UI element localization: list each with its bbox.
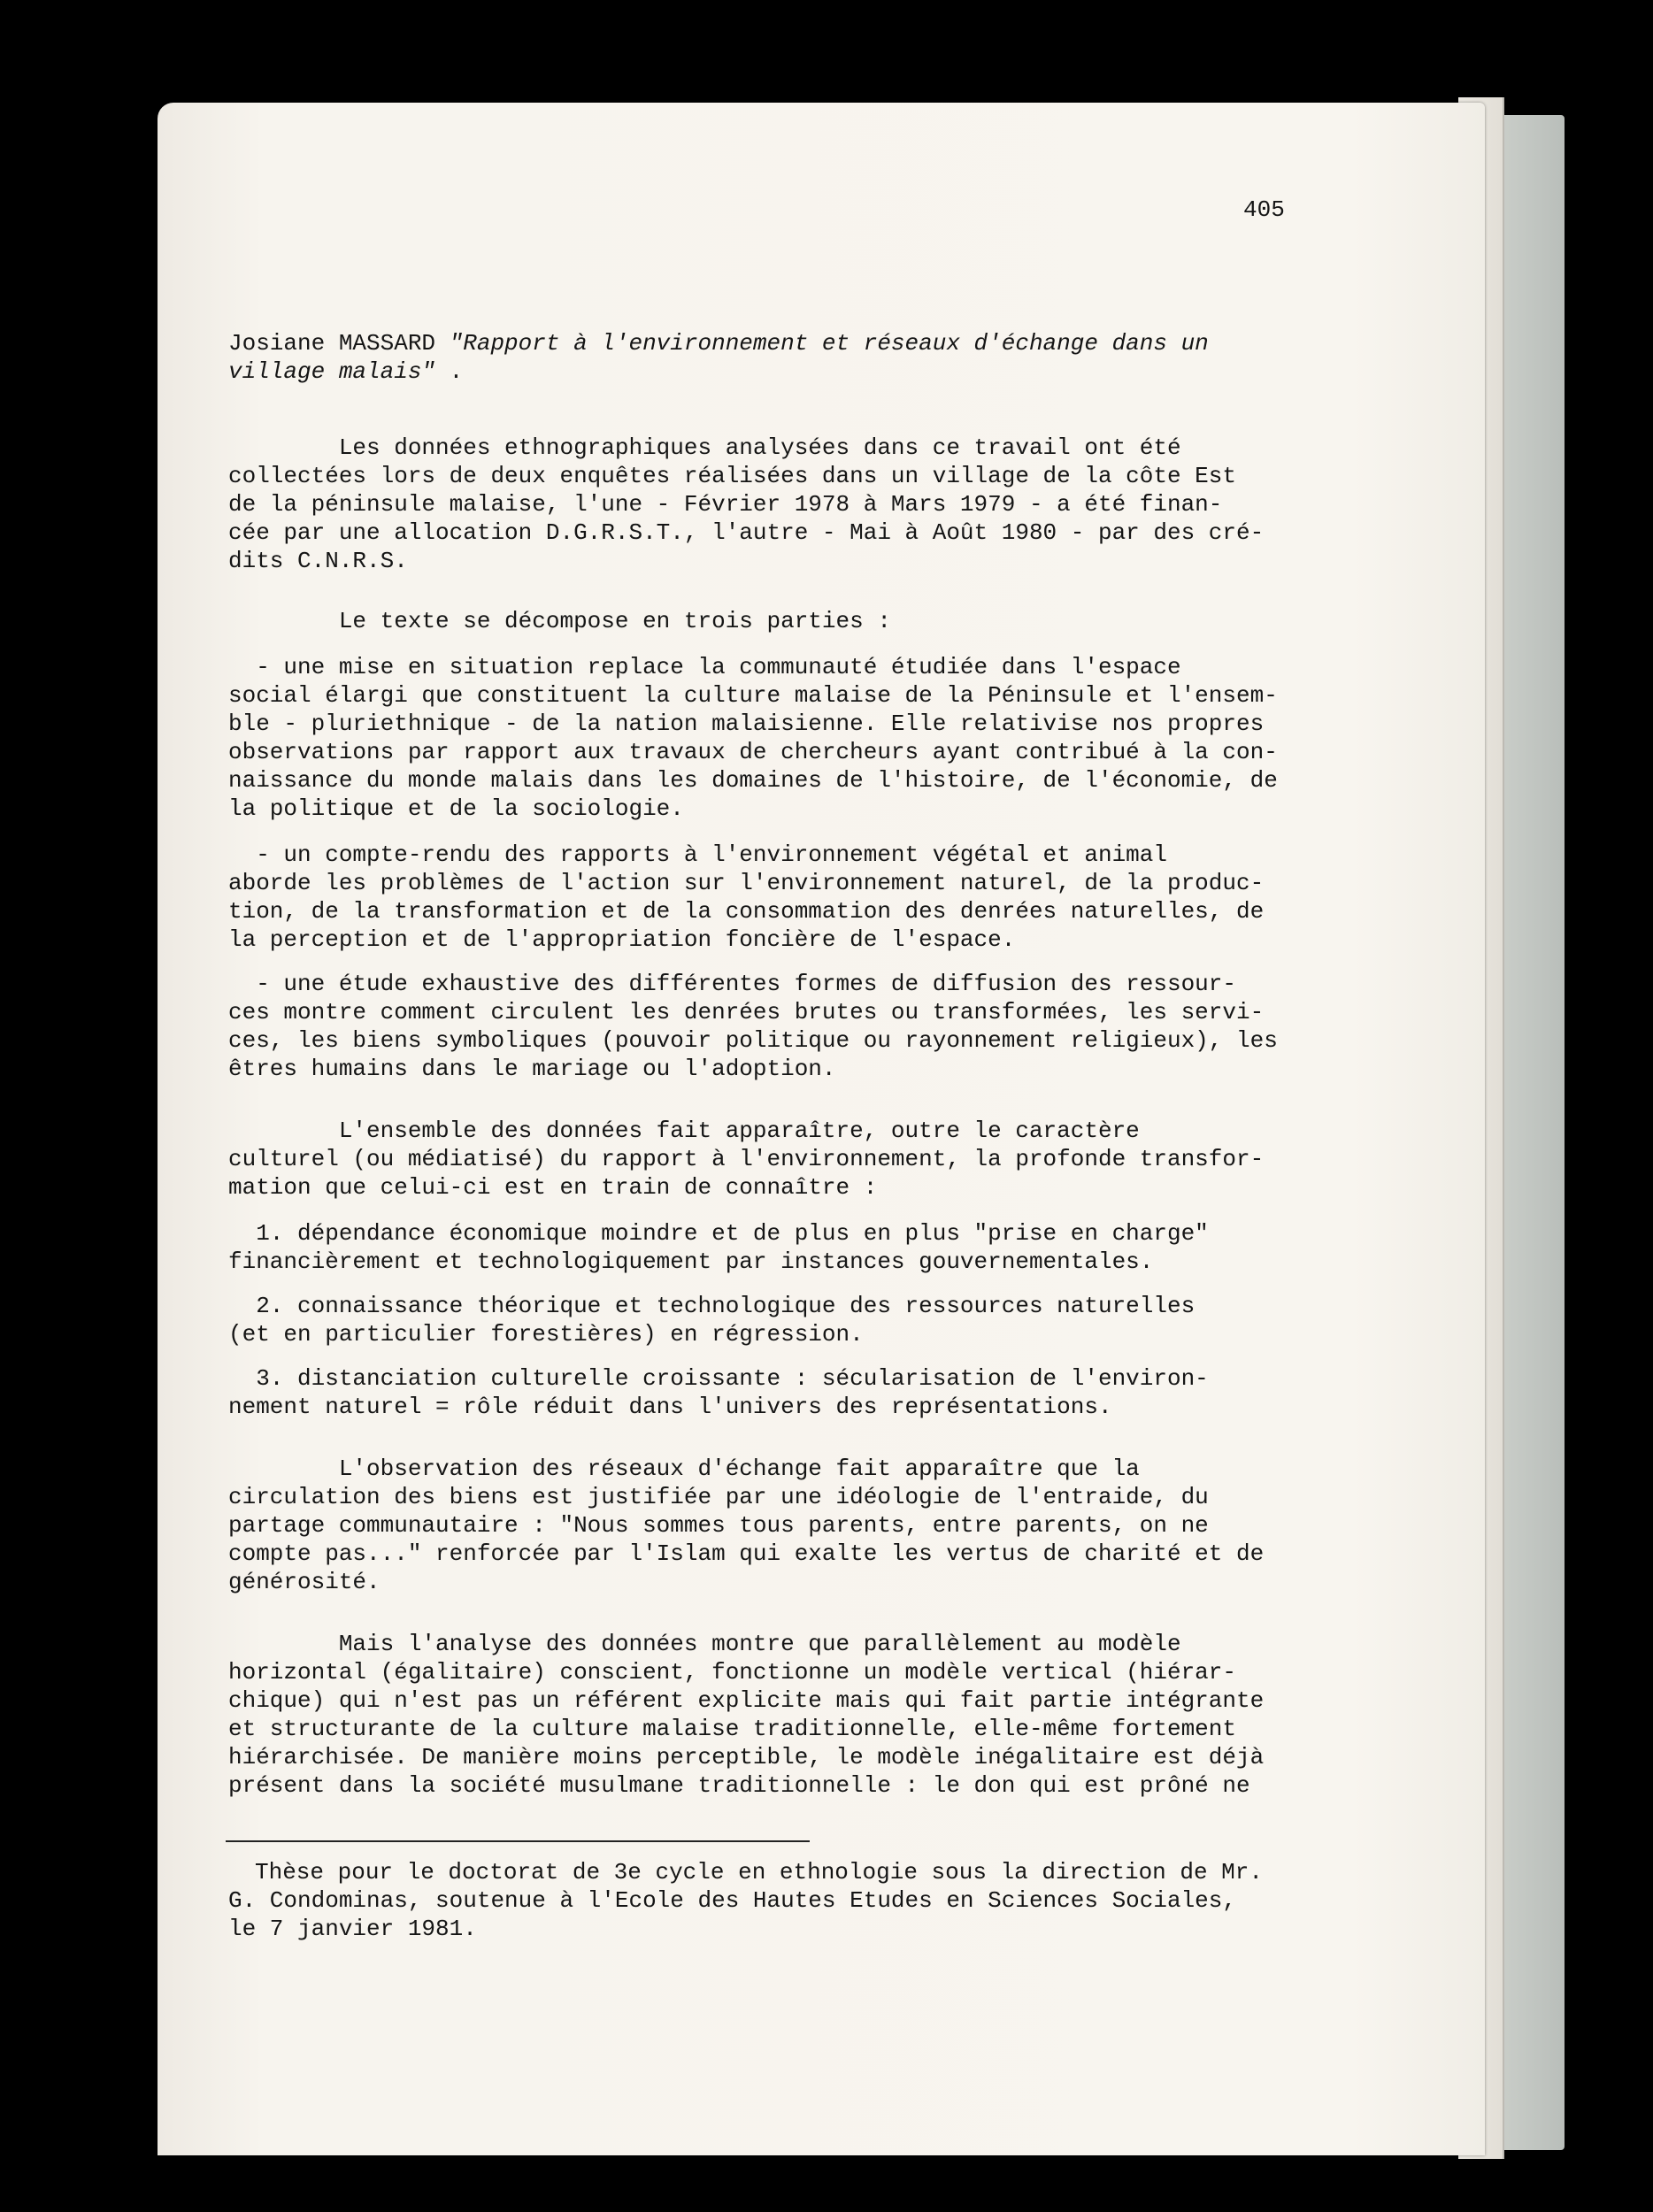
text-line: social élargi que constituent la culture malaise de la Péninsule et l'ensem- — [228, 682, 1278, 709]
header-line-1 — [228, 329, 1209, 357]
text-line: - un compte-rendu des rapports à l'environnement végétal et animal — [228, 841, 1167, 868]
text-line: collectées lors de deux enquêtes réalisées dans un village de la côte Est — [228, 463, 1236, 489]
footnote-line: le 7 janvier 1981. — [228, 1916, 477, 1942]
text-line: aborde les problèmes de l'action sur l'environnement naturel, de la produc- — [228, 870, 1265, 896]
text-line: mation que celui-ci est en train de connaître : — [228, 1174, 878, 1201]
text-line: nement naturel = rôle réduit dans l'univers des représentations. — [228, 1394, 1112, 1420]
text-line: la perception et de l'appropriation foncière de l'espace. — [228, 926, 1016, 953]
footnote-line: G. Condominas, soutenue à l'Ecole des Hautes Etudes en Sciences Sociales, — [228, 1887, 1236, 1914]
text-line: et structurante de la culture malaise traditionnelle, elle-même fortement — [228, 1716, 1236, 1742]
text-line: hiérarchisée. De manière moins perceptible, le modèle inégalitaire est déjà — [228, 1744, 1265, 1770]
header-line-2 — [228, 357, 463, 386]
text-line: dits C.N.R.S. — [228, 548, 408, 574]
text-line: (et en particulier forestières) en régression. — [228, 1321, 864, 1348]
text-line: observations par rapport aux travaux de chercheurs ayant contribué à la con- — [228, 739, 1278, 765]
text-line: 2. connaissance théorique et technologique des ressources naturelles — [228, 1293, 1196, 1319]
text-line: Mais l'analyse des données montre que parallèlement au modèle — [228, 1631, 1181, 1657]
footnote-divider — [226, 1840, 810, 1842]
text-line: L'observation des réseaux d'échange fait apparaître que la — [228, 1455, 1140, 1482]
text-line: - une mise en situation replace la communauté étudiée dans l'espace — [228, 654, 1181, 680]
footnote-line: Thèse pour le doctorat de 3e cycle en ethnologie sous la direction de Mr. — [255, 1859, 1263, 1886]
text-line: L'ensemble des données fait apparaître, outre le caractère — [228, 1118, 1140, 1144]
author-name: Josiane MASSARD — [228, 330, 450, 357]
text-line: cée par une allocation D.G.R.S.T., l'autre - Mai à Août 1980 - par des cré- — [228, 519, 1265, 546]
text-line: générosité. — [228, 1569, 381, 1595]
article-title-end: . — [435, 358, 464, 385]
text-line: présent dans la société musulmane traditionnelle : le don qui est prôné ne — [228, 1772, 1250, 1799]
text-line: de la péninsule malaise, l'une - Février 1978 à Mars 1979 - a été finan- — [228, 491, 1223, 518]
text-line: tion, de la transformation et de la consommation des denrées naturelles, de — [228, 898, 1265, 925]
text-line: culturel (ou médiatisé) du rapport à l'environnement, la profonde transfor- — [228, 1146, 1265, 1172]
article-title-line-2: village malais" — [228, 358, 436, 385]
article-title-line-1: "Rapport à l'environnement et réseaux d'échange dans un — [449, 330, 1209, 357]
text-line: circulation des biens est justifiée par une idéologie de l'entraide, du — [228, 1484, 1209, 1510]
text-line: 3. distanciation culturelle croissante : sécularisation de l'environ- — [228, 1365, 1209, 1392]
text-line: compte pas..." renforcée par l'Islam qui exalte les vertus de charité et de — [228, 1540, 1265, 1567]
text-line: ble - pluriethnique - de la nation malaisienne. Elle relativise nos propres — [228, 710, 1265, 737]
text-line: ces montre comment circulent les denrées brutes ou transformées, les servi- — [228, 999, 1265, 1025]
text-line: la politique et de la sociologie. — [228, 795, 684, 822]
text-line: Le texte se décompose en trois parties : — [228, 608, 891, 634]
text-line: êtres humains dans le mariage ou l'adoption. — [228, 1056, 836, 1082]
text-line: Les données ethnographiques analysées dans ce travail ont été — [228, 434, 1181, 461]
text-line: chique) qui n'est pas un référent explicite mais qui fait partie intégrante — [228, 1687, 1265, 1714]
text-line: partage communautaire : "Nous sommes tous parents, entre parents, on ne — [228, 1512, 1209, 1539]
text-line: naissance du monde malais dans les domaines de l'histoire, de l'économie, de — [228, 767, 1278, 794]
text-line: 1. dépendance économique moindre et de plus en plus "prise en charge" — [228, 1220, 1209, 1247]
text-line: - une étude exhaustive des différentes formes de diffusion des ressour- — [228, 971, 1236, 997]
text-line: ces, les biens symboliques (pouvoir politique ou rayonnement religieux), les — [228, 1027, 1278, 1054]
page-number: 405 — [1243, 196, 1285, 223]
text-line: financièrement et technologiquement par instances gouvernementales. — [228, 1248, 1154, 1275]
text-line: horizontal (égalitaire) conscient, fonctionne un modèle vertical (hiérar- — [228, 1659, 1236, 1686]
